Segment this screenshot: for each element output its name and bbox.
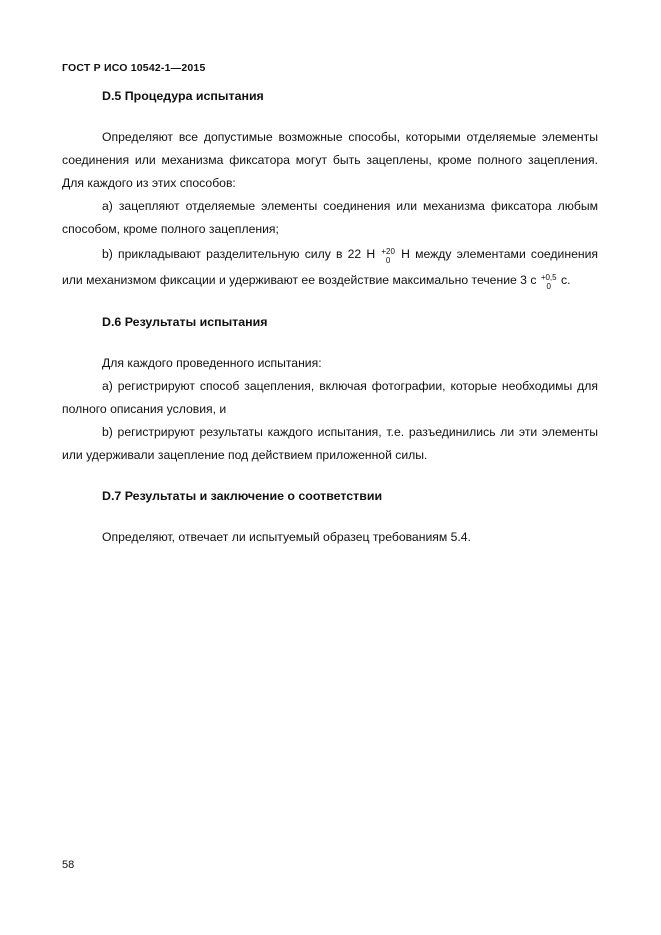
d5-item-a: а) зацепляют отделяемые элементы соединения или механизма фиксатора любым способом, кроме полного зацепления; (62, 199, 598, 236)
section-heading-d5: D.5 Процедура испытания (102, 89, 264, 103)
d5-item-b-text-middle: Н между элементами соединения или механизмом фиксации и удерживают ее воздействие максимально течение 3 с (62, 247, 599, 287)
section-heading-d7: D.7 Результаты и заключение о соответствии (102, 489, 383, 503)
d6-item-a: а) регистрируют способ зацепления, включая фотографии, которые необходимы для полного описания условия, и (62, 379, 598, 416)
page-number: 58 (62, 859, 75, 871)
force-tolerance: +20 0 (381, 247, 395, 265)
section-heading-d6: D.6 Результаты испытания (102, 315, 268, 329)
time-tolerance: +0,5 0 (540, 273, 557, 291)
d5-item-b (62, 241, 598, 293)
document-body (62, 86, 598, 549)
d5-intro-paragraph: Определяют все допустимые возможные способы, которыми отделяемые элементы соединения или механизма фиксатора могут быть зацеплены, кроме полного зацепления. Для каждого из этих способов: (62, 130, 598, 190)
d6-item-b: b) регистрируют результаты каждого испытания, т.е. разъединились ли эти элементы или удерживали зацепление под действием приложенной силы. (62, 425, 598, 462)
document-header: ГОСТ Р ИСО 10542-1—2015 (62, 62, 206, 74)
d6-intro-paragraph: Для каждого проведенного испытания: (102, 356, 322, 370)
d5-item-b-text-end: с. (561, 273, 571, 287)
d5-item-b-text-start: b) прикладывают разделительную силу в 22 Н (102, 247, 376, 261)
d7-paragraph: Определяют, отвечает ли испытуемый образец требованиям 5.4. (102, 530, 471, 544)
